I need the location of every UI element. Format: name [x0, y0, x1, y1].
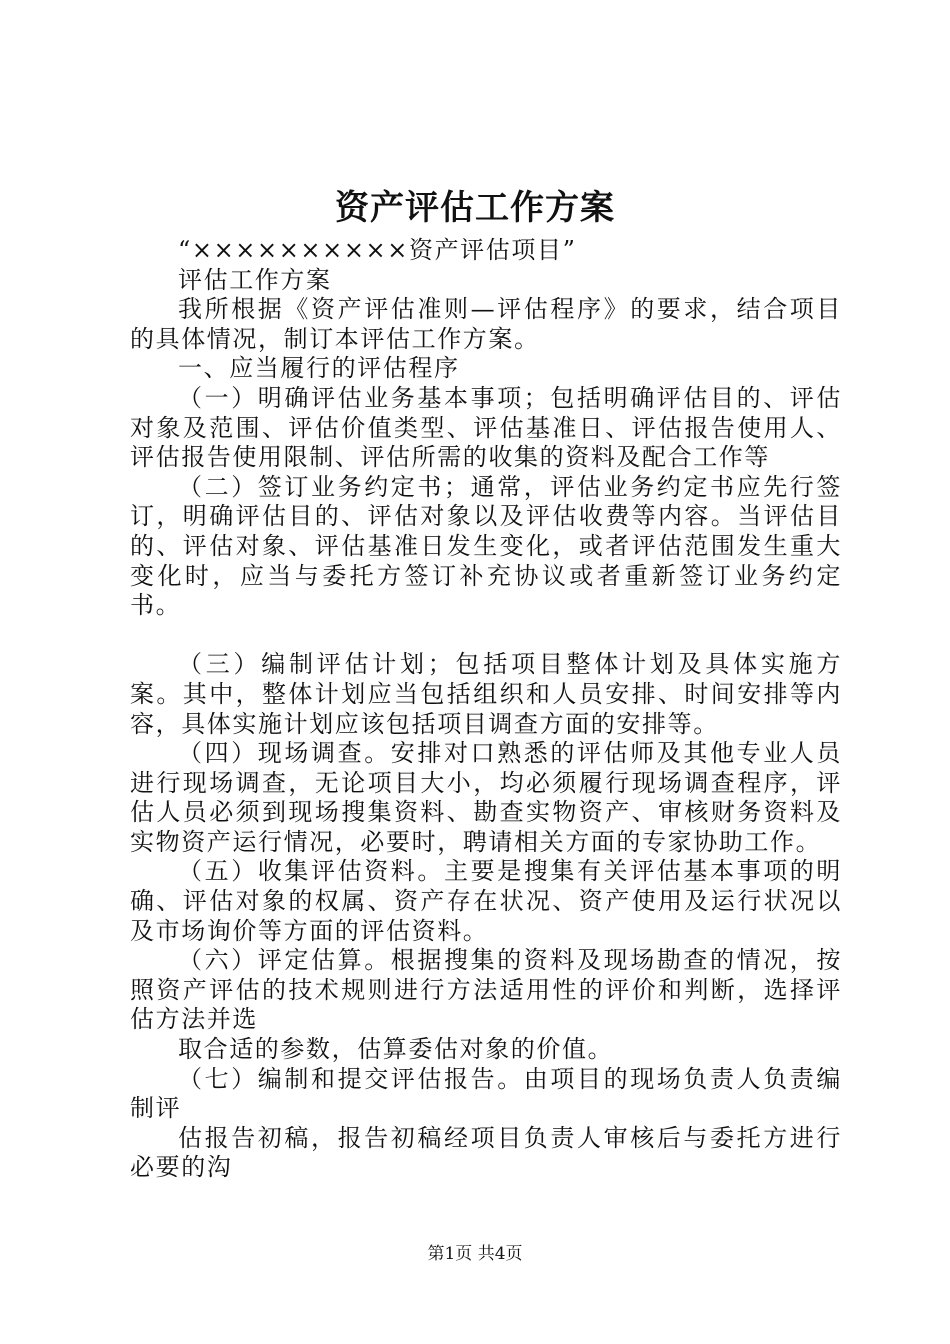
item-7-paragraph: （七）编制和提交评估报告。由项目的现场负责人负责编制评: [130, 1064, 842, 1123]
item-5-paragraph: （五）收集评估资料。主要是搜集有关评估基本事项的明确、评估对象的权属、资产存在状况、资产使用及运行状况以及市场询价等方面的评估资料。: [130, 857, 842, 945]
intro-paragraph: 我所根据《资产评估准则—评估程序》的要求，结合项目的具体情况，制订本评估工作方案。: [130, 295, 842, 353]
document-body: [130, 236, 842, 1183]
page-number-footer: 第1页 共4页: [427, 1244, 523, 1264]
document-title: 资产评估工作方案: [335, 188, 615, 228]
item-7-continuation: 估报告初稿，报告初稿经项目负责人审核后与委托方进行必要的沟: [130, 1123, 842, 1182]
section-heading: 一、应当履行的评估程序: [178, 354, 460, 383]
item-4-paragraph: （四）现场调查。安排对口熟悉的评估师及其他专业人员进行现场调查，无论项目大小，均必须履行现场调查程序，评估人员必须到现场搜集资料、勘查实物资产、审核财务资料及实物资产运行情况，必要时，聘请相关方面的专家协助工作。: [130, 739, 842, 856]
item-1-paragraph: （一）明确评估业务基本事项；包括明确评估目的、评估对象及范围、评估价值类型、评估基准日、评估报告使用人、评估报告使用限制、评估所需的收集的资料及配合工作等: [130, 383, 842, 472]
item-6-paragraph: （六）评定估算。根据搜集的资料及现场勘查的情况，按照资产评估的技术规则进行方法适用性的评价和判断，选择评估方法并选: [130, 946, 842, 1034]
item-2-paragraph: （二）签订业务约定书；通常，评估业务约定书应先行签订，明确评估目的、评估对象以及评估收费等内容。当评估目的、评估对象、评估基准日发生变化，或者评估范围发生重大变化时，应当与委托方签订补充协议或者重新签订业务约定书。: [130, 472, 842, 620]
plan-subtitle: 评估工作方案: [178, 265, 332, 294]
project-name-line: “××××××××××资产评估项目”: [178, 236, 577, 264]
item-3-paragraph: （三）编制评估计划；包括项目整体计划及具体实施方案。其中，整体计划应当包括组织和人员安排、时间安排等内容，具体实施计划应该包括项目调查方面的安排等。: [130, 650, 842, 738]
item-6-continuation: 取合适的参数，估算委估对象的价值。: [178, 1035, 614, 1064]
